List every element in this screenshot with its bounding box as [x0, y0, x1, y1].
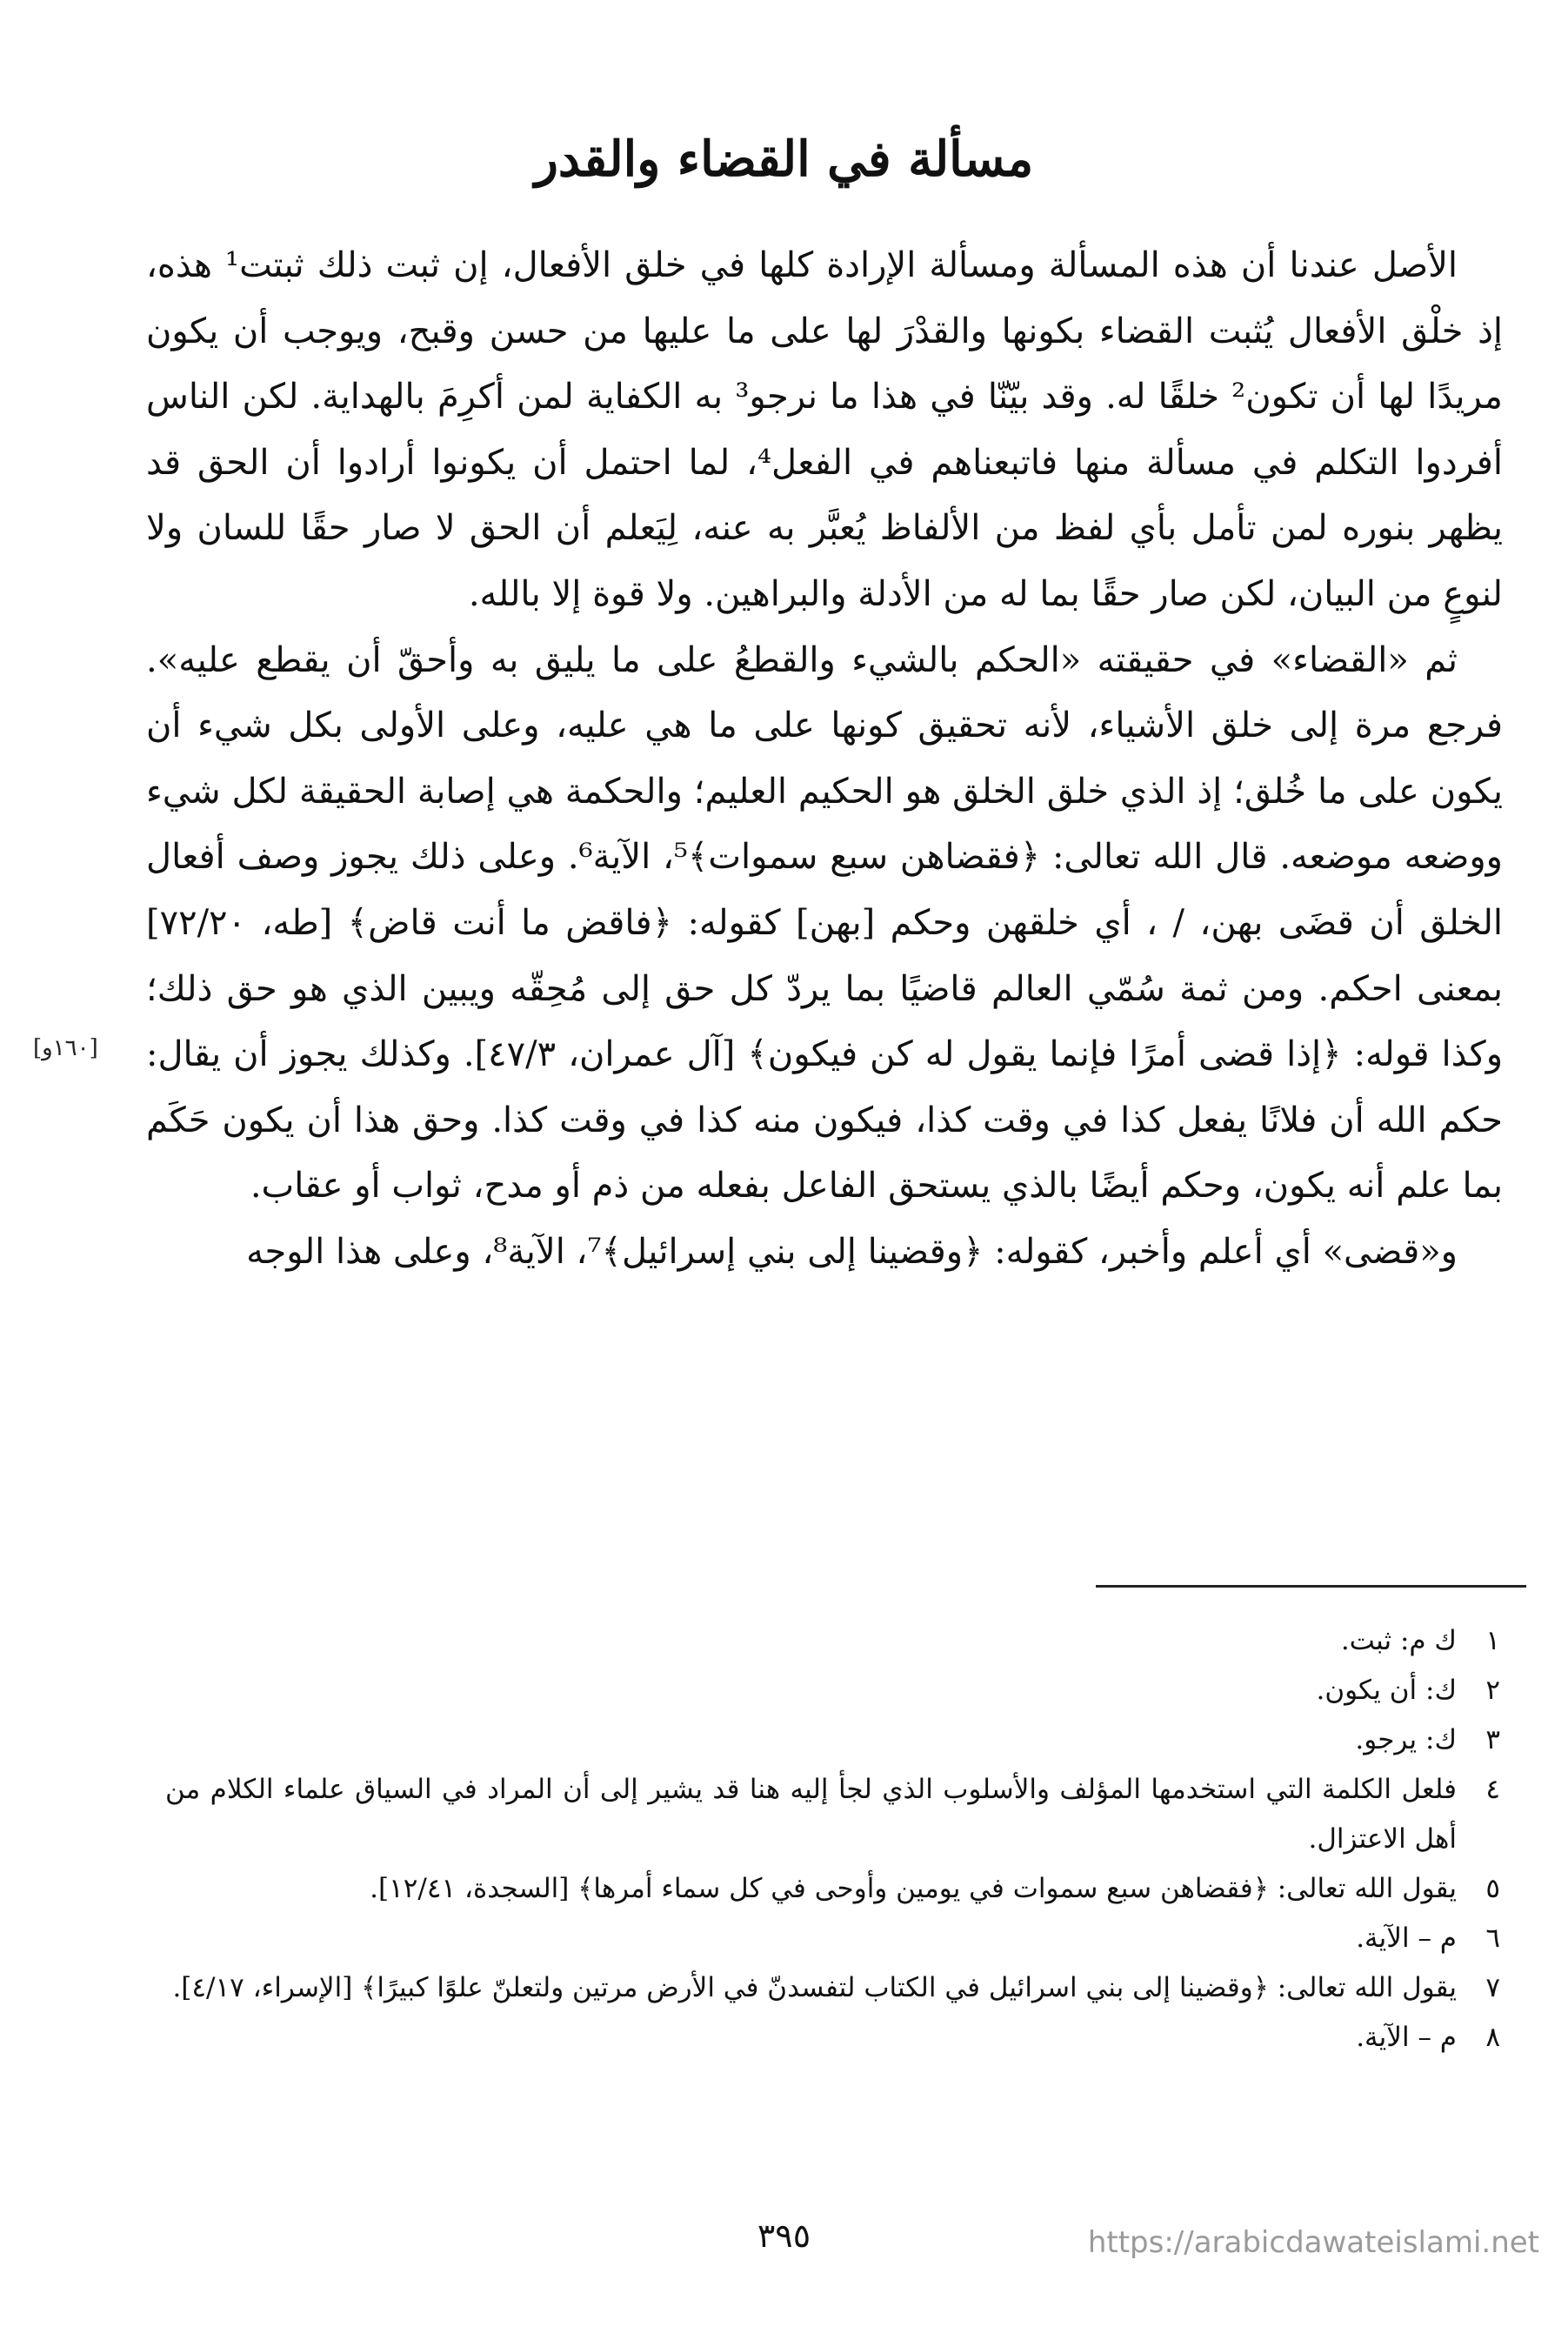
footnote-item: [165, 1616, 1500, 1666]
footnote-number: ٧: [1485, 1972, 1500, 2003]
footnote-number: ٦: [1485, 1922, 1500, 1954]
footnote-text: ك م: ثبت.: [1340, 1625, 1457, 1656]
footnote-item: [165, 2013, 1500, 2063]
footnote-item: [165, 1666, 1500, 1715]
footnote-number: ٥: [1485, 1873, 1500, 1904]
footnote-item: [165, 1715, 1500, 1765]
paragraph-3: و«قضى» أي أعلم وأخبر، كقوله: ﴿وقضينا إلى بني إسرائيل﴾⁷، الآية⁸، وعلى هذا الوجه: [246, 1231, 1458, 1272]
footnote-separator: [1096, 1585, 1526, 1588]
footnote-text: يقول الله تعالى: ﴿وقضينا إلى بني اسرائيل في الكتاب لتفسدنّ في الأرض مرتين ولتعلنّ علوًا كبيرًا﴾ [الإسراء، ٤/١٧].: [172, 1972, 1457, 2003]
footnote-item: [165, 1963, 1500, 2013]
footnotes-list: [165, 1616, 1500, 2063]
footnote-item: [165, 1914, 1500, 1963]
footnote-number: ٤: [1485, 1774, 1500, 1805]
footnote-item: [165, 1765, 1500, 1864]
footnote-text: م – الآية.: [1356, 2022, 1457, 2053]
paragraph-1: الأصل عندنا أن هذه المسألة ومسألة الإرادة كلها في خلق الأفعال، إن ثبت ذلك ثبتت¹ هذه، إذ خلْق الأفعال يُثبت القضاء بكونها والقدْرَ لها على ما عليها من حسن وقبح، ويوجب أن يكون مريدًا لها أن تكون² خلقًا له. وقد بيّنّا في هذا ما نرجو³ به الكفاية لمن أكرِمَ بالهداية. لكن الناس أفردوا التكلم في مسألة منها فاتبعناهم في الفعل⁴، لما احتمل أن يكونوا أرادوا أن الحق قد يظهر بنوره لمن تأمل بأي لفظ من الألفاظ يُعبَّر به عنه، لِيَعلم أن الحق لا صار حقًا للسان ولا لنوعٍ من البيان، لكن صار حقًا بما له من الأدلة والبراهين. ولا قوة إلا بالله.: [146, 245, 1503, 614]
watermark-url: https://arabicdawateislami.net: [1087, 2225, 1539, 2260]
footnote-text: يقول الله تعالى: ﴿فقضاهن سبع سموات في يومين وأوحى في كل سماء أمرها﴾ [السجدة، ١٢/٤١].: [370, 1873, 1457, 1904]
footnote-text: ك: يرجو.: [1355, 1724, 1457, 1755]
manuscript-folio-reference: [١٦٠و]: [33, 1035, 98, 1061]
footnote-text: فلعل الكلمة التي استخدمها المؤلف والأسلوب الذي لجأ إليه هنا قد يشير إلى أن المراد في السياق علماء الكلام من أهل الاعتزال.: [165, 1774, 1457, 1855]
page-title: مسألة في القضاء والقدر: [534, 130, 1034, 188]
footnote-number: ١: [1485, 1625, 1500, 1656]
footnote-text: ك: أن يكون.: [1316, 1675, 1457, 1706]
footnote-item: [165, 1864, 1500, 1914]
footnote-number: ٣: [1485, 1724, 1500, 1755]
paragraph-2: ثم «القضاء» في حقيقته «الحكم بالشيء والقطعُ على ما يليق به وأحقّ أن يقطع عليه». فرجع مرة إلى خلق الأشياء، لأنه تحقيق كونها على ما هي عليه، وعلى الأولى بكل شيء أن يكون على ما خُلق؛ إذ الذي خلق الخلق هو الحكيم العليم؛ والحكمة هي إصابة الحقيقة لكل شيء ووضعه موضعه. قال الله تعالى: ﴿فقضاهن سبع سموات﴾⁵، الآية⁶. وعلى ذلك يجوز وصف أفعال الخلق أن قضَى بهن، / ، أي خلقهن وحكم [بهن] كقوله: ﴿فاقض ما أنت قاض﴾ [طه، ٧٢/٢٠] بمعنى احكم. ومن ثمة سُمّي العالم قاضيًا بما يردّ كل حق إلى مُحِقّه ويبين الذي هو حق ذلك؛ وكذا قوله: ﴿إذا قضى أمرًا فإنما يقول له كن فيكون﴾ [آل عمران، ٤٧/٣]. وكذلك يجوز أن يقال: حكم الله أن فلانًا يفعل كذا في وقت كذا، فيكون منه كذا في وقت كذا. وحق هذا أن يكون حَكَم بما علم أنه يكون، وحكم أيضًا بالذي يستحق الفاعل بفعله من ذم أو مدح، ثواب أو عقاب.: [146, 639, 1504, 1207]
page-number: ٣٩٥: [757, 2217, 811, 2255]
footnote-text: م – الآية.: [1356, 1922, 1457, 1954]
main-text: [146, 233, 1503, 1286]
footnote-number: ٢: [1485, 1675, 1500, 1706]
footnote-number: ٨: [1485, 2022, 1500, 2053]
